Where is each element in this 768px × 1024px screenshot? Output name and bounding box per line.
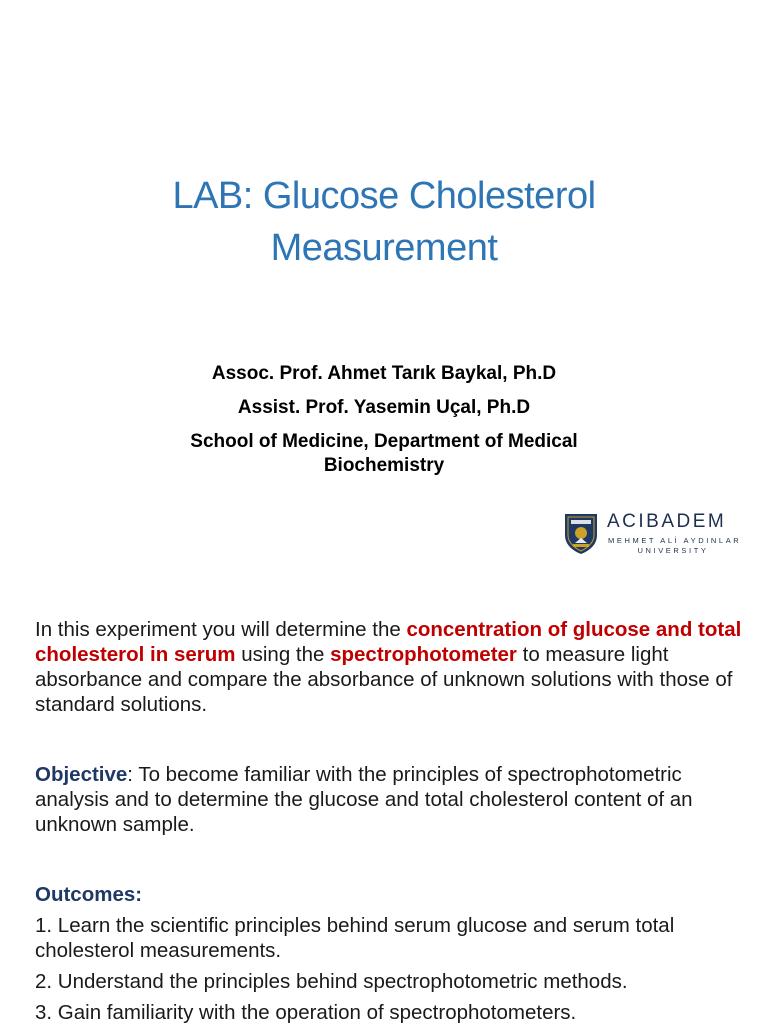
logo-subtitle-line-2: UNIVERSITY (637, 546, 709, 555)
department-line-2: Biochemistry (323, 455, 445, 476)
outcome-item-3: 3. Gain familiarity with the operation of spectrophotometers. (35, 1001, 577, 1024)
intro-text-1: In this experiment you will determine the (35, 618, 407, 641)
logo-subtitle-line-1: MEHMET ALİ AYDINLAR (608, 536, 742, 545)
title-line-2: Measurement (270, 227, 498, 269)
department-line-1: School of Medicine, Department of Medical (190, 431, 578, 452)
intro-text-2: using the (235, 643, 331, 666)
author-block (60, 362, 708, 478)
content-body (35, 617, 745, 1024)
outcome-item-1: 1. Learn the scientific principles behind serum glucose and serum total cholesterol measurements. (35, 914, 675, 962)
intro-highlight-spectrophotometer: spectrophotometer (330, 643, 517, 666)
author-2: Assist. Prof. Yasemin Uçal, Ph.D (237, 397, 531, 418)
intro-text-3: to measure light absorbance and compare the absorbance of unknown solutions with those of standard solutions. (35, 643, 733, 716)
page-title (40, 170, 728, 274)
intro-highlight-concentration: concentration of glucose and total cholesterol in serum (35, 618, 742, 666)
logo-subtitle (608, 536, 742, 556)
content-slide (0, 600, 768, 1024)
slide-divider (0, 576, 768, 577)
author-1: Assoc. Prof. Ahmet Tarık Baykal, Ph.D (211, 363, 557, 384)
objective-label: Objective (35, 763, 128, 786)
intro-paragraph (35, 617, 745, 717)
outcome-item-2: 2. Understand the principles behind spectrophotometric methods. (35, 970, 628, 993)
objective-paragraph (35, 762, 745, 837)
outcomes-label: Outcomes: (35, 883, 143, 906)
outcomes-heading (35, 882, 745, 907)
title-line-1: LAB: Glucose Cholesterol (172, 175, 596, 217)
university-logo (561, 509, 741, 557)
objective-text: : To become familiar with the principles of spectrophotometric analysis and to determine the glucose and total cholesterol content of an unknown sample. (35, 763, 693, 836)
university-seal-icon (561, 511, 601, 555)
logo-wordmark: ACIBADEM (607, 511, 727, 532)
